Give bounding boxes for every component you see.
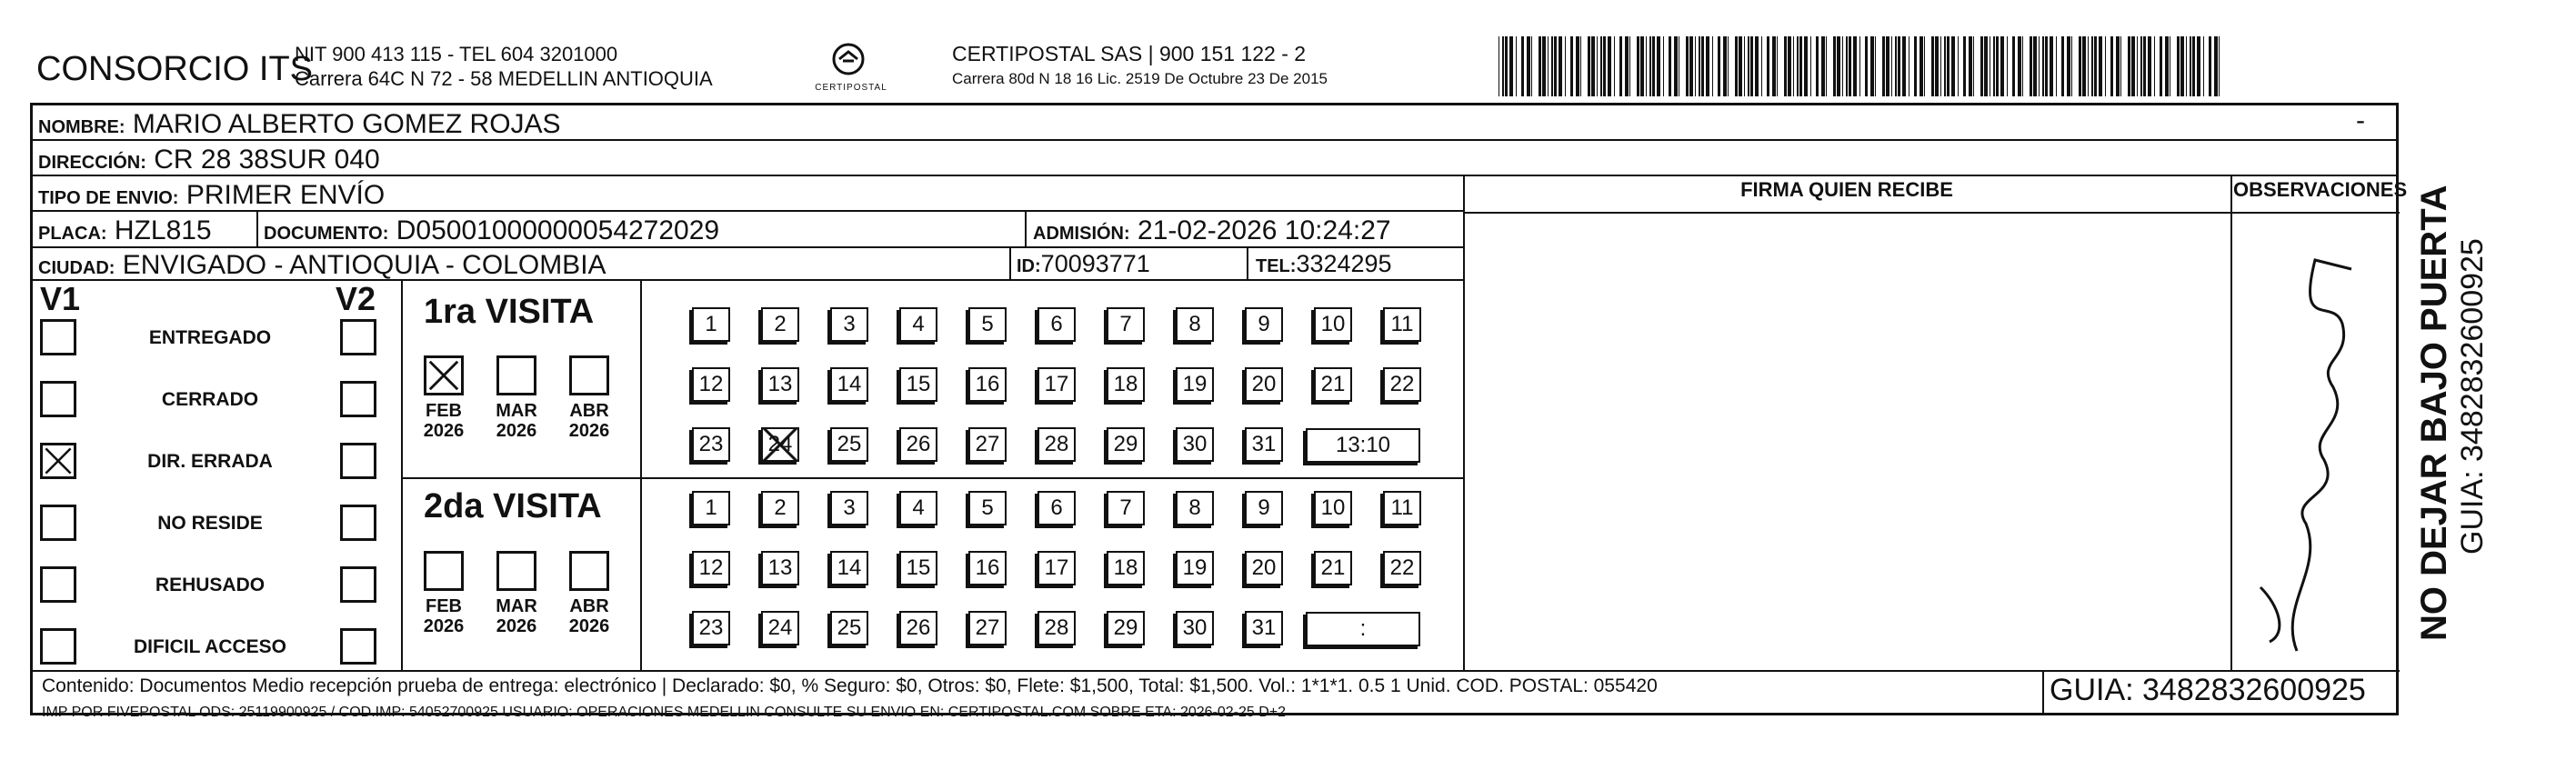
day-box[interactable]: 30 <box>1176 427 1214 462</box>
day-box[interactable]: 12 <box>692 551 730 585</box>
month-year: 2026 <box>568 421 610 441</box>
day-box[interactable]: 15 <box>899 367 937 402</box>
day-box[interactable]: 16 <box>968 367 1007 402</box>
day-box[interactable]: 9 <box>1245 491 1283 525</box>
day-box[interactable]: 2 <box>761 491 799 525</box>
guia-number: GUIA: 3482832600925 <box>2050 673 2366 707</box>
day-box[interactable]: 18 <box>1107 551 1145 585</box>
day-box[interactable]: 16 <box>968 551 1007 585</box>
month-checkbox[interactable] <box>569 551 609 591</box>
check-mark-icon <box>426 358 461 393</box>
v2-header: V2 <box>336 280 376 317</box>
v1-checkbox[interactable] <box>40 381 76 417</box>
status-label: DIFICIL ACCESO <box>133 636 286 657</box>
address-line: Carrera 64C N 72 - 58 MEDELLIN ANTIOQUIA <box>295 67 713 90</box>
day-box[interactable]: 8 <box>1176 307 1214 342</box>
day-box[interactable]: 23 <box>692 611 730 645</box>
month-label <box>562 401 616 441</box>
status-label: ENTREGADO <box>148 327 272 348</box>
month-year: 2026 <box>568 616 610 636</box>
day-box[interactable]: 14 <box>830 551 868 585</box>
day-box[interactable]: 20 <box>1245 367 1283 402</box>
day-box[interactable]: 14 <box>830 367 868 402</box>
day-box[interactable]: 20 <box>1245 551 1283 585</box>
status-label: NO RESIDE <box>157 513 263 534</box>
month-label <box>489 401 544 441</box>
day-box[interactable]: 30 <box>1176 611 1214 645</box>
ciudad-row: CIUDAD: ENVIGADO - ANTIOQUIA - COLOMBIA ID:70093771 TEL:3324295 <box>33 248 1463 281</box>
certipostal-info <box>952 42 1328 91</box>
placa-value: HZL815 <box>114 215 212 245</box>
admision-value: 21-02-2026 10:24:27 <box>1138 215 1391 245</box>
day-box[interactable]: 3 <box>830 491 868 525</box>
month-name: ABR <box>569 401 609 421</box>
ciudad-value: ENVIGADO - ANTIOQUIA - COLOMBIA <box>122 250 606 280</box>
tipo-value: PRIMER ENVÍO <box>185 180 386 210</box>
day-box[interactable]: 11 <box>1383 307 1421 342</box>
day-box[interactable]: 21 <box>1314 367 1352 402</box>
visit2-title: 2da VISITA <box>424 487 602 525</box>
nombre-row: NOMBRE: MARIO ALBERTO GOMEZ ROJAS - <box>33 105 2397 141</box>
status-label: CERRADO <box>161 389 259 410</box>
day-box[interactable]: 22 <box>1383 367 1421 402</box>
footer-imp: IMP POR FIVEPOSTAL ODS: 25119900925 / COD.IMP: 54052700925 USUARIO: OPERACIONES MEDELLIN CONSULTE SU ENVIO EN: CERTIPOSTAL.COM SOBRE ETA: 2026-02-25 D+2 <box>42 705 1287 720</box>
day-box[interactable]: 23 <box>692 427 730 462</box>
side-warning: NO DEJAR BAJO PUERTA <box>2414 185 2454 641</box>
day-box[interactable]: 17 <box>1037 367 1076 402</box>
day-box[interactable]: 15 <box>899 551 937 585</box>
documento-value: D05001000000054272029 <box>396 215 720 245</box>
day-box[interactable]: 3 <box>830 307 868 342</box>
day-box[interactable]: 26 <box>899 611 937 645</box>
day-box[interactable]: 5 <box>968 307 1007 342</box>
direccion-value: CR 28 38SUR 040 <box>154 145 380 175</box>
day-box[interactable]: 9 <box>1245 307 1283 342</box>
v1-checkbox[interactable] <box>40 505 76 541</box>
day-box[interactable]: 25 <box>830 427 868 462</box>
day-box[interactable]: 28 <box>1037 427 1076 462</box>
visit1-time[interactable]: 13:10 <box>1306 428 1420 463</box>
month-year: 2026 <box>496 421 537 441</box>
month-name: ABR <box>569 596 609 616</box>
barcode-icon <box>1498 36 2221 96</box>
day-box[interactable]: 2 <box>761 307 799 342</box>
month-name: FEB <box>426 401 462 421</box>
month-label <box>416 596 471 636</box>
day-box[interactable]: 28 <box>1037 611 1076 645</box>
day-box[interactable]: 13 <box>761 551 799 585</box>
day-box[interactable]: 1 <box>692 491 730 525</box>
visit1-title: 1ra VISITA <box>424 293 595 331</box>
placa-row: PLACA: HZL815 DOCUMENTO: D05001000000054272029 ADMISIÓN: 21-02-2026 10:24:27 <box>33 212 1463 248</box>
day-box[interactable]: 7 <box>1107 491 1145 525</box>
company-name: CONSORCIO ITS <box>36 50 314 88</box>
day-box[interactable]: 29 <box>1107 611 1145 645</box>
month-label <box>416 401 471 441</box>
tel-value: 3324295 <box>1296 250 1392 277</box>
direccion-row: DIRECCIÓN: CR 28 38SUR 040 <box>33 141 2397 176</box>
month-year: 2026 <box>423 616 465 636</box>
day-box[interactable]: 27 <box>968 611 1007 645</box>
day-box[interactable]: 5 <box>968 491 1007 525</box>
delivery-form <box>30 103 2408 720</box>
check-mark-icon <box>43 445 74 476</box>
company-info <box>295 42 713 91</box>
v1-checkbox[interactable] <box>40 628 76 665</box>
day-box[interactable]: 4 <box>899 307 937 342</box>
day-box[interactable]: 29 <box>1107 427 1145 462</box>
month-name: MAR <box>496 596 537 616</box>
nit-line: NIT 900 413 115 - TEL 604 3201000 <box>295 43 618 65</box>
day-box[interactable]: 18 <box>1107 367 1145 402</box>
month-checkbox[interactable] <box>496 355 536 395</box>
day-box[interactable]: 25 <box>830 611 868 645</box>
day-box[interactable]: 21 <box>1314 551 1352 585</box>
day-box[interactable]: 17 <box>1037 551 1076 585</box>
side-guia: GUIA: 3482832600925 <box>2455 238 2490 555</box>
firma-header: FIRMA QUIEN RECIBE <box>1740 178 1953 201</box>
day-box[interactable]: 19 <box>1176 551 1214 585</box>
status-label: DIR. ERRADA <box>147 451 273 472</box>
month-checkbox[interactable] <box>569 355 609 395</box>
v2-checkbox[interactable] <box>340 319 376 355</box>
month-checkbox[interactable] <box>424 551 464 591</box>
day-box[interactable]: 10 <box>1314 307 1352 342</box>
v2-checkbox[interactable] <box>340 443 376 479</box>
v1-checkbox[interactable] <box>40 443 76 479</box>
day-box[interactable]: 24 <box>761 611 799 645</box>
day-box[interactable]: 8 <box>1176 491 1214 525</box>
month-checkbox[interactable] <box>424 355 464 395</box>
observaciones-header: OBSERVACIONES <box>2233 178 2408 201</box>
month-name: MAR <box>496 401 537 421</box>
day-box[interactable]: 10 <box>1314 491 1352 525</box>
visit2-time[interactable]: : <box>1306 612 1420 646</box>
day-box[interactable]: 13 <box>761 367 799 402</box>
footer-contenido: Contenido: Documentos Medio recepción prueba de entrega: electrónico | Declarado: $0, % Seguro: $0, Otros: $0, Flete: $1,500, Total: $1,500. Vol.: 1*1*1. 0.5 1 Unid. COD. POSTAL: 055420 <box>42 675 1658 696</box>
day-box[interactable]: 6 <box>1037 307 1076 342</box>
cert-line-1: CERTIPOSTAL SAS | 900 151 122 - 2 <box>952 42 1307 65</box>
day-box[interactable]: 26 <box>899 427 937 462</box>
day-box[interactable]: 12 <box>692 367 730 402</box>
signature-icon <box>2242 224 2370 669</box>
day-box[interactable]: 11 <box>1383 491 1421 525</box>
tipo-row: TIPO DE ENVIO: PRIMER ENVÍO <box>33 176 1463 212</box>
nombre-value: MARIO ALBERTO GOMEZ ROJAS <box>132 109 561 139</box>
v2-checkbox[interactable] <box>340 566 376 603</box>
month-label <box>562 596 616 636</box>
month-checkbox[interactable] <box>496 551 536 591</box>
day-box[interactable]: 22 <box>1383 551 1421 585</box>
day-box[interactable]: 31 <box>1245 427 1283 462</box>
day-box[interactable]: 4 <box>899 491 937 525</box>
day-box[interactable]: 1 <box>692 307 730 342</box>
v1-checkbox[interactable] <box>40 566 76 603</box>
v2-checkbox[interactable] <box>340 505 376 541</box>
month-name: FEB <box>426 596 462 616</box>
v2-checkbox[interactable] <box>340 381 376 417</box>
day-box[interactable]: 19 <box>1176 367 1214 402</box>
v2-checkbox[interactable] <box>340 628 376 665</box>
month-label <box>489 596 544 636</box>
id-value: 70093771 <box>1040 250 1150 277</box>
month-year: 2026 <box>423 421 465 441</box>
logo-text: CERTIPOSTAL <box>815 83 887 93</box>
v1-header: V1 <box>40 280 81 317</box>
v1-checkbox[interactable] <box>40 319 76 355</box>
month-year: 2026 <box>496 616 537 636</box>
dash-mark: - <box>2356 105 2365 135</box>
day-box[interactable]: 27 <box>968 427 1007 462</box>
day-box[interactable]: 31 <box>1245 611 1283 645</box>
day-box[interactable]: 7 <box>1107 307 1145 342</box>
day-box[interactable]: 24 <box>761 427 799 462</box>
cert-line-2: Carrera 80d N 18 16 Lic. 2519 De Octubre 23 De 2015 <box>952 70 1328 87</box>
day-box[interactable]: 6 <box>1037 491 1076 525</box>
status-label: REHUSADO <box>155 575 266 595</box>
